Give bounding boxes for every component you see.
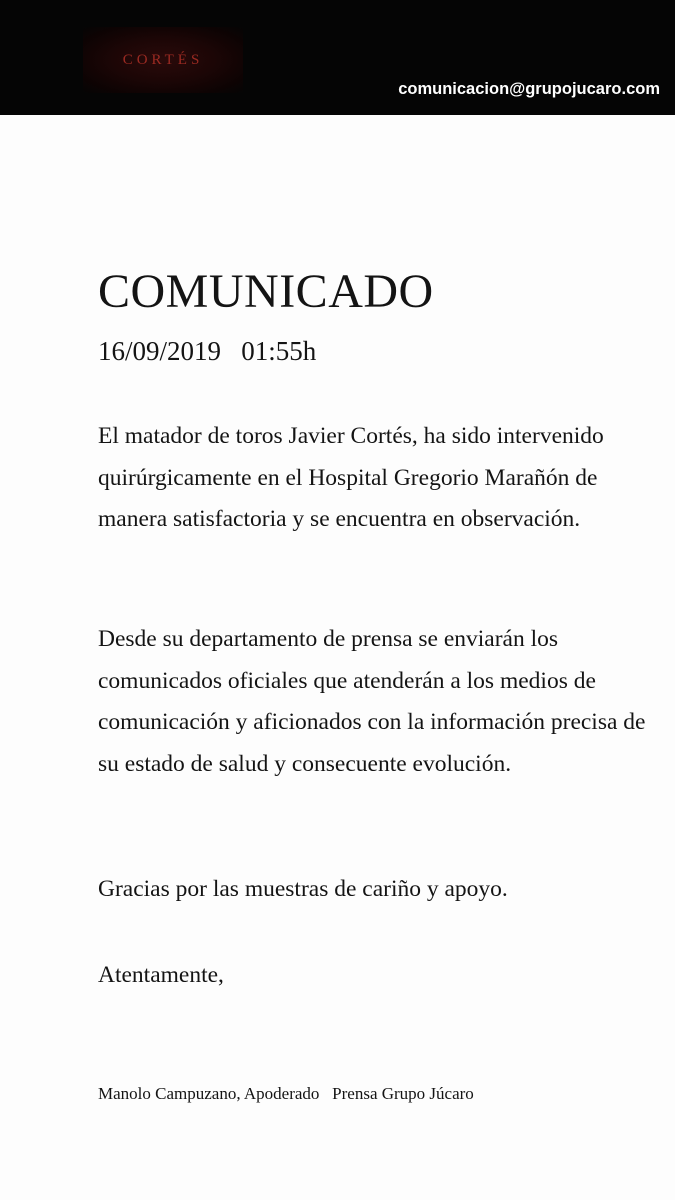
paragraph-press: Desde su departamento de prensa se enviarán los comunicados oficiales que atenderán a los medios de comunicación y aficionados con la información precisa de su estado de salud y consecuente evolución. <box>98 626 646 777</box>
document-datetime: 16/09/2019 01:55h <box>98 336 317 366</box>
logo-text: CORTÉS <box>122 52 204 68</box>
header-bar <box>0 0 675 115</box>
paragraph-closing: Atentamente, <box>98 962 224 988</box>
cortes-logo <box>83 27 243 93</box>
paragraph-surgery: El matador de toros Javier Cortés, ha sido intervenido quirúrgicamente en el Hospital Gregorio Marañón de manera satisfactoria y se encuentra en observación. <box>98 423 604 532</box>
paragraph-thanks: Gracias por las muestras de cariño y apoyo. <box>98 876 508 902</box>
contact-email[interactable]: comunicacion@grupojucaro.com <box>398 80 660 98</box>
document-title: COMUNICADO <box>98 265 434 318</box>
signature-line: Manolo Campuzano, Apoderado Prensa Grupo Júcaro <box>98 1084 474 1103</box>
